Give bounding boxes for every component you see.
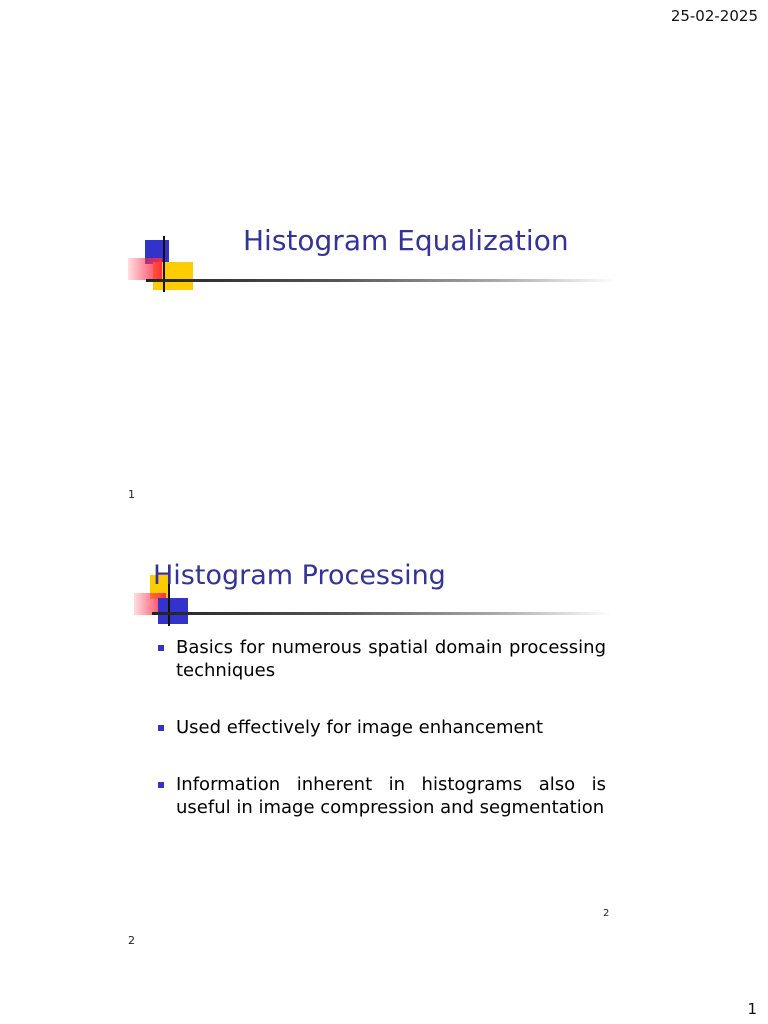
bullet-text: Used effectively for image enhancement — [176, 717, 544, 738]
page-number: 1 — [747, 1000, 757, 1018]
bullet-item — [176, 773, 606, 819]
bullet-text: Basics for numerous spatial domain processing techniques — [176, 637, 606, 681]
bullet-list — [176, 636, 606, 853]
square-bullet-icon — [158, 645, 164, 651]
square-bullet-icon — [158, 725, 164, 731]
slide-inner-number: 2 — [603, 908, 610, 919]
bullet-text: Information inherent in histograms also is useful in image compression and segmentation — [176, 774, 606, 818]
slide-number: 2 — [128, 934, 135, 947]
slide-title: Histogram Equalization — [243, 224, 569, 257]
square-bullet-icon — [158, 782, 164, 788]
slide-logo-icon — [128, 236, 198, 296]
bullet-item — [176, 636, 606, 682]
title-underline — [152, 612, 612, 615]
slide-1 — [120, 216, 615, 491]
bullet-item — [176, 716, 606, 739]
slide-number: 1 — [128, 488, 135, 501]
slide-2 — [120, 550, 615, 919]
title-underline — [146, 279, 616, 282]
page-date: 25-02-2025 — [670, 7, 758, 25]
slide-title: Histogram Processing — [153, 560, 446, 591]
